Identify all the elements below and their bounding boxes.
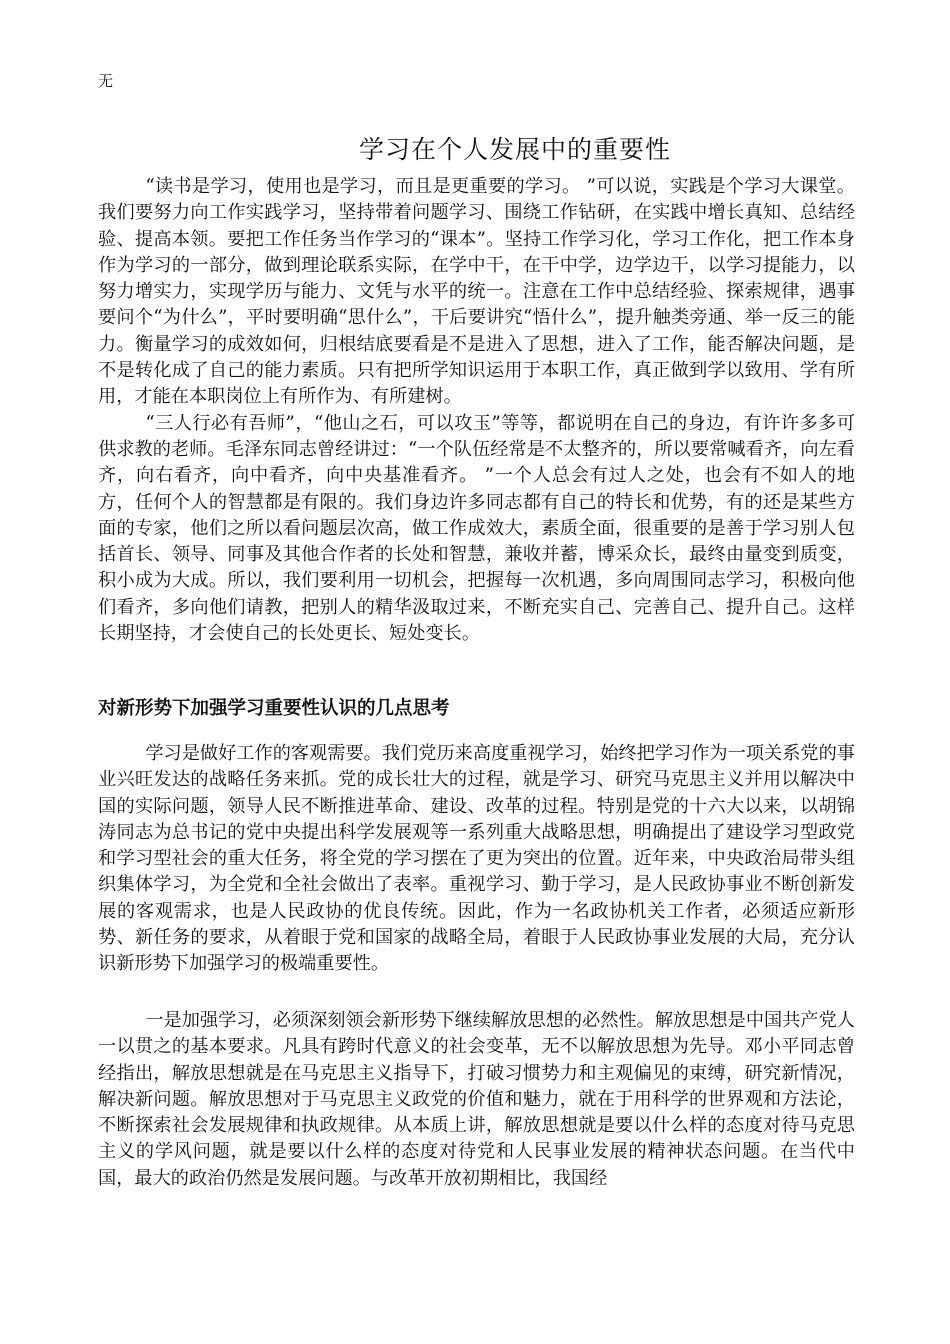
- paragraph: “读书是学习，使用也是学习，而且是更重要的学习。 ”可以说，实践是个学习大课堂。我们要努力向工作实践学习，坚持带着问题学习、围绕工作钻研，在实践中增长真知、总结经验、提高本领。要把工作任务当作学习的“课本”。坚持工作学习化，学习工作化，把工作本身作为学习的一部分，做到理论联系实际，在学中干，在干中学，边学边干，以学习提能力，以努力增实力，实现学历与能力、文凭与水平的统一。注意在工作中总结经验、探索规律，遇事要问个“为什么”，平时要明确“思什么”，干后要讲究“悟什么”，提升触类旁通、举一反三的能力。衡量学习的成效如何，归根结底要看是不是进入了思想，进入了工作，能否解决问题，是不是转化成了自己的能力素质。只有把所学知识运用于本职工作，真正做到学以致用、学有所用，才能在本职岗位上有所作为、有所建树。: [98, 176, 855, 408]
- paragraph: “三人行必有吾师”，“他山之石，可以攻玉”等等，都说明在自己的身边，有许许多多可供求教的老师。毛泽东同志曾经讲过：“一个队伍经常是不太整齐的，所以要常喊看齐，向左看齐，向右看齐，向中看齐，向中央基准看齐。 ”一个人总会有过人之处，也会有不如人的地方，任何个人的智慧都是有限的。我们身边许多同志都有自己的特长和优势，有的还是某些方面的专家，他们之所以看问题层次高，做工作成效大，素质全面，很重要的是善于学习别人包括首长、领导、同事及其他合作者的长处和智慧，兼收并蓄，博采众长，最终由量变到质变，积小成为大成。所以，我们要利用一切机会，把握每一次机遇，多向周围同志学习，积极向他们看齐，多向他们请教，把别人的精华汲取过来，不断充实自己、完善自己、提升自己。这样长期坚持，才会使自己的长处更长、短处变长。: [98, 412, 855, 645]
- section-heading: 对新形势下加强学习重要性认识的几点思考: [98, 698, 450, 719]
- paragraph: 学习是做好工作的客观需要。我们党历来高度重视学习，始终把学习作为一项关系党的事业兴旺发达的战略任务来抓。党的成长壮大的过程，就是学习、研究马克思主义并用以解决中国的实际问题，领导人民不断推进革命、建设、改革的过程。特别是党的十六大以来，以胡锦涛同志为总书记的党中央提出科学发展观等一系列重大战略思想，明确提出了建设学习型政党和学习型社会的重大任务，将全党的学习摆在了更为突出的位置。近年来，中央政治局带头组织集体学习，为全党和全社会做出了表率。重视学习、勤于学习，是人民政协事业不断创新发展的客观需求，也是人民政协的优良传统。因此，作为一名政协机关工作者，必须适应新形势、新任务的要求，从着眼于党和国家的战略全局，着眼于人民政协事业发展的大局，充分认识新形势下加强学习的极端重要性。: [98, 743, 855, 975]
- section-1: [98, 174, 855, 647]
- section-3: [98, 1008, 855, 1192]
- document-title: 学习在个人发展中的重要性: [358, 135, 671, 164]
- section-2: [98, 741, 855, 978]
- header-mark: 无: [98, 72, 114, 90]
- paragraph: 一是加强学习，必须深刻领会新形势下继续解放思想的必然性。解放思想是中国共产党人一以贯之的基本要求。凡具有跨时代意义的社会变革，无不以解放思想为先导。邓小平同志曾经指出，解放思想就是在马克思主义指导下，打破习惯势力和主观偏见的束缚，研究新情况，解决新问题。解放思想对于马克思主义政党的价值和魅力，就在于用科学的世界观和方法论，不断探索社会发展规律和执政规律。从本质上讲，解放思想就是要以什么样的态度对待马克思主义的学风问题，就是要以什么样的态度对待党和人民事业发展的精神状态问题。在当代中国，最大的政治仍然是发展问题。与改革开放初期相比，我国经: [98, 1010, 855, 1189]
